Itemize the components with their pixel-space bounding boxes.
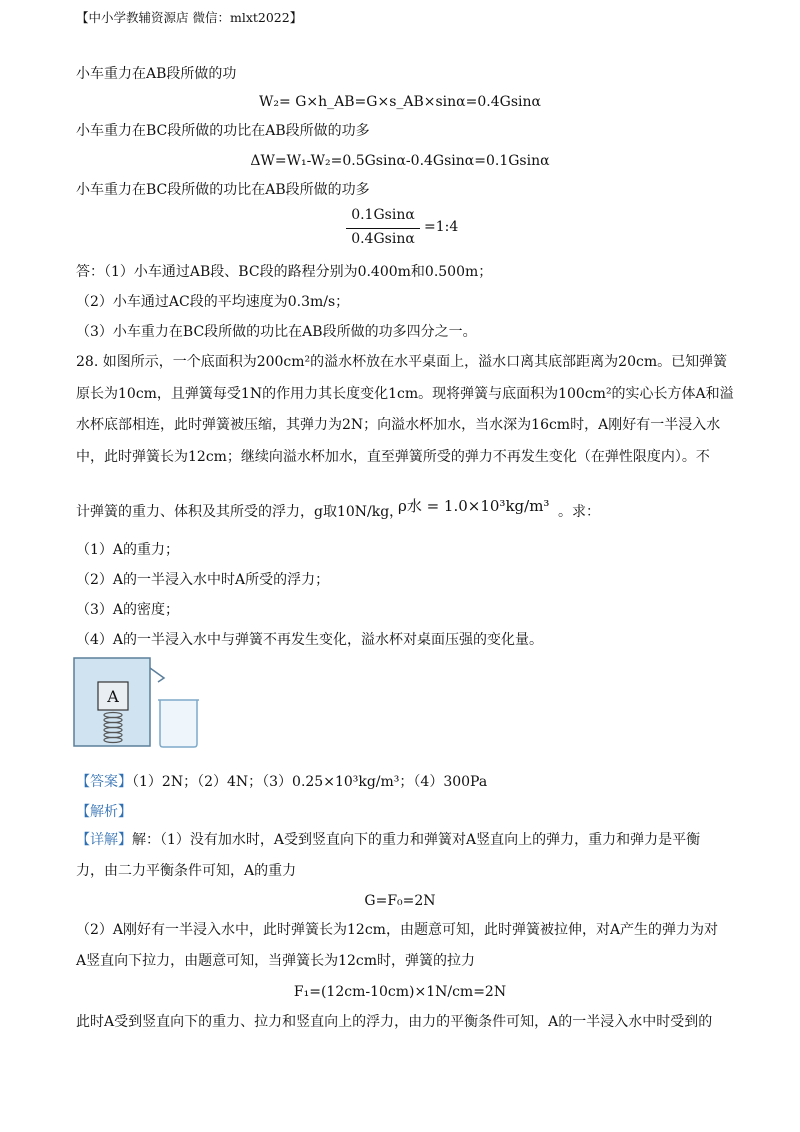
- detail-line: A竖直向下拉力，由题意可知，当弹簧长为12cm时，弹簧的拉力: [76, 953, 476, 969]
- answer-line: （3）小车重力在BC段所做的功比在AB段所做的功多四分之一。: [76, 324, 477, 340]
- question-line: 原长为10cm，且弹簧每受1N的作用力其长度变化1cm。现将弹簧与底面积为100cm²的实心长方体A和溢: [76, 386, 734, 402]
- question-line: 28. 如图所示，一个底面积为200cm²的溢水杯放在水平桌面上，溢水口离其底部距离为20cm。已知弹簧: [76, 354, 728, 370]
- detail-line: [76, 830, 730, 850]
- text-line: 小车重力在BC段所做的功比在AB段所做的功多: [76, 123, 370, 139]
- detail-tag: 【详解】: [76, 832, 132, 848]
- beaker: [160, 700, 197, 747]
- fraction-rhs: =1:4: [424, 219, 459, 235]
- answer-tag: 【答案】: [76, 774, 132, 790]
- text-line: 小车重力在AB段所做的功: [76, 66, 237, 82]
- question-line: [76, 502, 403, 522]
- answer-line: [76, 772, 730, 792]
- equation: F₁=(12cm-10cm)×1N/cm=2N: [293, 984, 507, 1000]
- detail-line: 此时A受到竖直向下的重力、拉力和竖直向上的浮力，由力的平衡条件可知，A的一半浸入水中时受到的: [76, 1014, 713, 1030]
- question-line: 水杯底部相连，此时弹簧被压缩，其弹力为2N；向溢水杯加水，当水深为16cm时，A刚好有一半浸入水: [76, 417, 721, 433]
- answer-line: 答：（1）小车通过AB段、BC段的路程分别为0.400m和0.500m；: [76, 264, 493, 280]
- density-formula: ρ水 = 1.0×10³kg/m³: [398, 497, 550, 515]
- analysis-tag: 【解析】: [76, 804, 132, 820]
- question-line: 中，此时弹簧长为12cm；继续向溢水杯加水，直至弹簧所受的弹力不再发生变化（在弹性限度内）。不: [76, 449, 710, 465]
- equation: W₂= G×h_AB=G×s_AB×sinα=0.4Gsinα: [259, 94, 541, 110]
- block-a-label: A: [107, 687, 119, 706]
- sub-question: （3）A的密度；: [76, 602, 180, 618]
- detail-text: 解：（1）没有加水时，A受到竖直向下的重力和弹簧对A竖直向上的弹力，重力和弹力是平衡: [132, 832, 701, 848]
- fraction-numerator: 0.1Gsinα: [351, 207, 415, 223]
- question-line-end: 。求：: [558, 504, 600, 520]
- question-text: 计弹簧的重力、体积及其所受的浮力，g取10N/kg，: [76, 504, 404, 520]
- overflow-cup-figure: [72, 656, 202, 752]
- answer-line: （2）小车通过AC段的平均速度为0.3m/s；: [76, 294, 350, 310]
- fraction-equation: [346, 207, 466, 251]
- sub-question: （2）A的一半浸入水中时A所受的浮力；: [76, 572, 330, 588]
- page-header: 【中小学教辅资源店 微信：mlxt2022】: [76, 10, 303, 25]
- sub-question: （4）A的一半浸入水中与弹簧不再发生变化，溢水杯对桌面压强的变化量。: [76, 632, 544, 648]
- equation: G=F₀=2N: [364, 893, 436, 909]
- equation: ΔW=W₁-W₂=0.5Gsinα-0.4Gsinα=0.1Gsinα: [250, 153, 550, 169]
- figure-drawing: [72, 656, 202, 752]
- overflow-spout: [150, 668, 164, 682]
- spring: [104, 713, 122, 743]
- detail-line: （2）A刚好有一半浸入水中，此时弹簧长为12cm，由题意可知，此时弹簧被拉伸，对A产生的弹力为对: [76, 922, 719, 938]
- fraction-denominator: 0.4Gsinα: [351, 231, 415, 247]
- sub-question: （1）A的重力；: [76, 542, 180, 558]
- detail-line: 力，由二力平衡条件可知，A的重力: [76, 863, 297, 879]
- text-line: 小车重力在BC段所做的功比在AB段所做的功多: [76, 182, 370, 198]
- fraction-bar: [346, 228, 420, 229]
- answer-body: （1）2N；（2）4N；（3）0.25×10³kg/m³；（4）300Pa: [132, 774, 488, 790]
